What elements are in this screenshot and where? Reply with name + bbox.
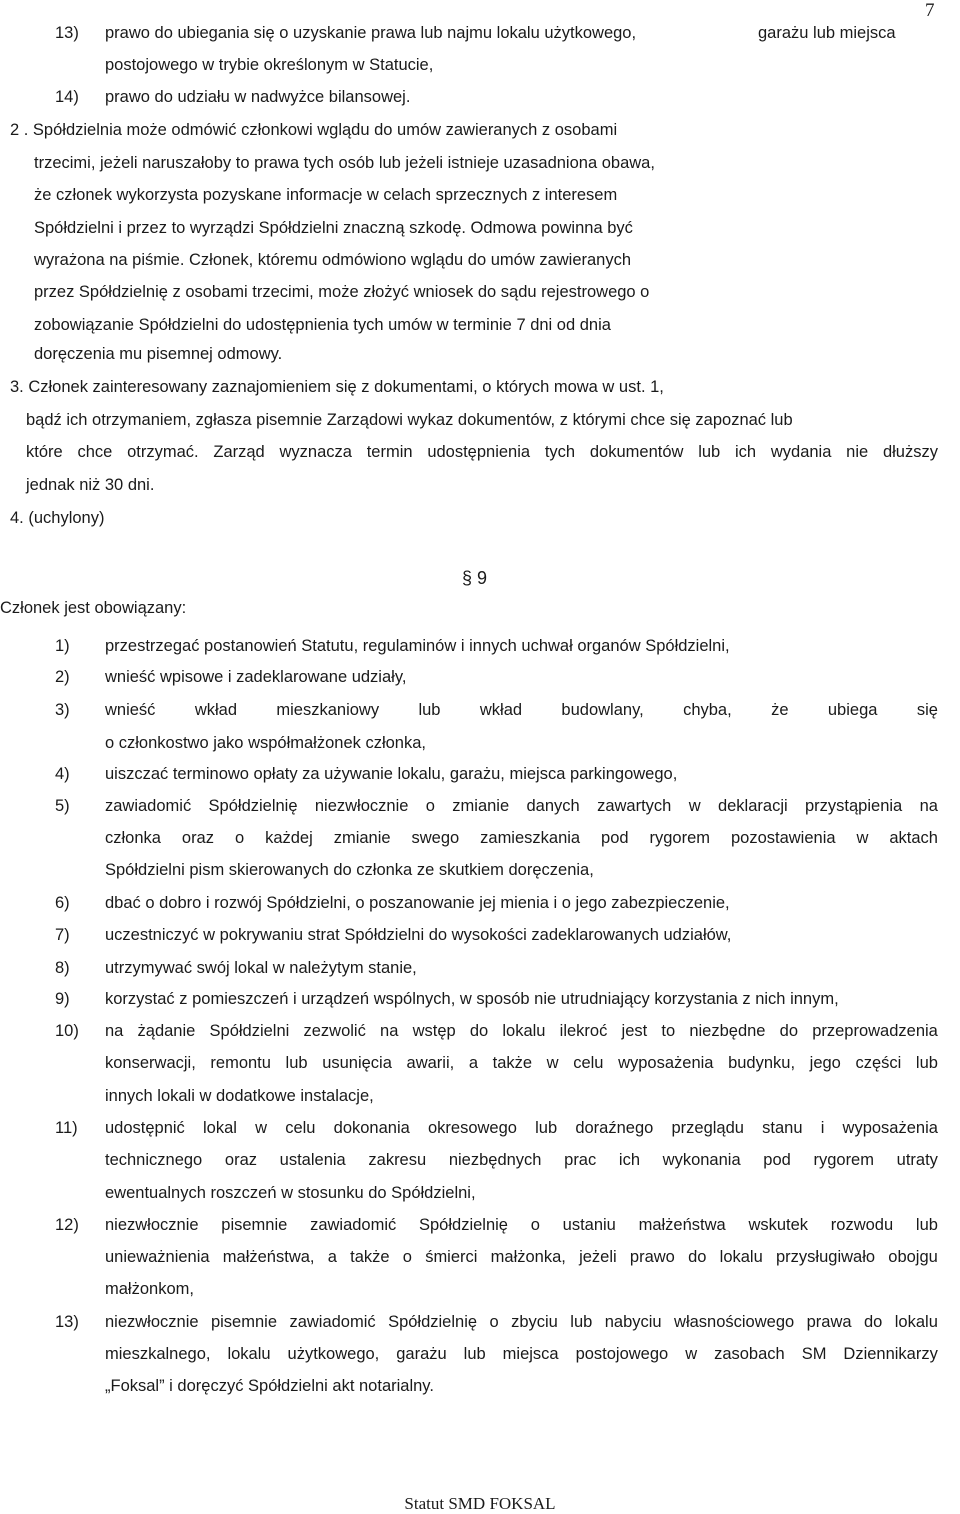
word: zamieszkania bbox=[480, 829, 581, 847]
paragraph-2-line: że członek wykorzysta pozyskane informacje w celach sprzecznych z interesem bbox=[34, 186, 618, 204]
word: jest bbox=[621, 1022, 648, 1040]
word: celu bbox=[573, 1054, 604, 1072]
word: remontu bbox=[210, 1054, 271, 1072]
duty-text: wnieść wpisowe i zadeklarowane udziały, bbox=[105, 668, 407, 686]
list-text: prawo do udziału w nadwyżce bilansowej. bbox=[105, 88, 411, 106]
word: miejsca bbox=[502, 1345, 559, 1363]
list-text: prawo do ubiegania się o uzyskanie prawa lub najmu lokalu użytkowego, bbox=[105, 24, 637, 42]
word: rygorem bbox=[649, 829, 711, 847]
word: mieszkalnego, bbox=[105, 1345, 211, 1363]
duty-text bbox=[105, 1344, 938, 1364]
word: Spółdzielnię bbox=[388, 1313, 478, 1331]
word: awarii, bbox=[406, 1054, 455, 1072]
duty-text bbox=[105, 1215, 938, 1235]
word: lokalu bbox=[894, 1313, 938, 1331]
word: dłuższy bbox=[882, 443, 938, 461]
word: utraty bbox=[896, 1151, 938, 1169]
duty-text: uiszczać terminowo opłaty za używanie lokalu, garażu, miejsca parkingowego, bbox=[105, 765, 678, 783]
word: wkład bbox=[194, 701, 237, 719]
word: Spółdzielni bbox=[209, 1022, 290, 1040]
word: lokalu bbox=[719, 1248, 763, 1266]
word: zawiadomić bbox=[310, 1216, 397, 1234]
word: przeglądu bbox=[671, 1119, 744, 1137]
word: do bbox=[779, 1022, 799, 1040]
duty-text: małżonkom, bbox=[105, 1280, 194, 1298]
word: wykonania bbox=[662, 1151, 741, 1169]
word: zasobach bbox=[714, 1345, 785, 1363]
duty-number: 13) bbox=[55, 1313, 79, 1331]
word: Zarząd bbox=[213, 443, 265, 461]
word: chce bbox=[77, 443, 113, 461]
word: żądanie bbox=[137, 1022, 196, 1040]
duty-number: 8) bbox=[55, 959, 70, 977]
word: ustalenia bbox=[279, 1151, 346, 1169]
duty-number: 11) bbox=[55, 1119, 78, 1137]
word: lokalu bbox=[227, 1345, 271, 1363]
page-footer: Statut SMD FOKSAL bbox=[404, 1494, 556, 1513]
word: pozostawienia bbox=[730, 829, 836, 847]
word: rozwodu bbox=[830, 1216, 894, 1234]
word: na bbox=[105, 1022, 124, 1040]
word: dokumentów bbox=[589, 443, 684, 461]
duty-text: o członkostwo jako współmałżonek członka, bbox=[105, 734, 426, 752]
duty-text bbox=[105, 796, 938, 816]
duty-text: ewentualnych roszczeń w stosunku do Spółdzielni, bbox=[105, 1184, 476, 1202]
word: do bbox=[469, 1022, 489, 1040]
list-number: 13) bbox=[55, 24, 79, 42]
word: budowlany, bbox=[561, 701, 644, 719]
duty-number: 10) bbox=[55, 1022, 79, 1040]
word: oraz bbox=[224, 1151, 258, 1169]
duty-text: „Foksal” i doręczyć Spółdzielni akt notarialny. bbox=[105, 1377, 434, 1395]
duty-number: 5) bbox=[55, 797, 70, 815]
paragraph-3-line: bądź ich otrzymaniem, zgłasza pisemnie Zarządowi wykaz dokumentów, z którymi chce się zapoznać lub bbox=[26, 411, 793, 429]
word: usunięcia bbox=[322, 1054, 392, 1072]
duty-number: 6) bbox=[55, 894, 70, 912]
word: także bbox=[492, 1054, 533, 1072]
paragraph-2-line: wyrażona na piśmie. Członek, któremu odmówiono wglądu do umów zawieranych bbox=[34, 251, 632, 269]
word: SM bbox=[801, 1345, 827, 1363]
word: stanu bbox=[762, 1119, 803, 1137]
word: zawartych bbox=[597, 797, 672, 815]
word: małżonka, bbox=[490, 1248, 566, 1266]
word: niezwłocznie bbox=[105, 1313, 199, 1331]
section-heading: § 9 bbox=[462, 568, 488, 588]
word: o bbox=[402, 1248, 412, 1266]
word: mieszkaniowy bbox=[276, 701, 380, 719]
word: przysługiwało bbox=[776, 1248, 876, 1266]
duty-text bbox=[105, 828, 938, 848]
page-number: 7 bbox=[925, 0, 935, 21]
word: postojowego bbox=[575, 1345, 669, 1363]
word: Spółdzielnię bbox=[208, 797, 298, 815]
word: lub bbox=[285, 1054, 308, 1072]
word: prawa bbox=[806, 1313, 852, 1331]
list-number: 14) bbox=[55, 88, 79, 106]
word: budynku, bbox=[728, 1054, 796, 1072]
word: które bbox=[26, 443, 63, 461]
word: deklaracji bbox=[717, 797, 788, 815]
word: lub bbox=[535, 1119, 558, 1137]
word: a bbox=[327, 1248, 337, 1266]
word: technicznego bbox=[105, 1151, 203, 1169]
duty-text bbox=[105, 1312, 938, 1332]
word: zawiadomić bbox=[289, 1313, 376, 1331]
word: celu bbox=[285, 1119, 316, 1137]
word: w bbox=[685, 1345, 698, 1363]
paragraph-2-line: trzecimi, jeżeli naruszałoby to prawa tych osób lub jeżeli istnieje uzasadniona obawa, bbox=[34, 154, 655, 172]
word: aktach bbox=[889, 829, 938, 847]
word: pisemnie bbox=[221, 1216, 288, 1234]
duty-text bbox=[105, 1118, 938, 1138]
word: zbyciu bbox=[511, 1313, 558, 1331]
word: niezwłocznie bbox=[314, 797, 409, 815]
word: się bbox=[916, 701, 938, 719]
word: rygorem bbox=[813, 1151, 874, 1169]
word: przeprowadzenia bbox=[812, 1022, 938, 1040]
word: zezwolić bbox=[303, 1022, 366, 1040]
word: okresowego bbox=[427, 1119, 517, 1137]
paragraph-4: 4. (uchylony) bbox=[10, 509, 105, 527]
word: małżeństwa bbox=[638, 1216, 726, 1234]
duty-text bbox=[105, 1150, 938, 1170]
paragraph-2-line: doręczenia mu pisemnej odmowy. bbox=[34, 345, 283, 363]
duty-number: 12) bbox=[55, 1216, 79, 1234]
word: także bbox=[350, 1248, 390, 1266]
word: zakresu bbox=[368, 1151, 427, 1169]
word: lokal bbox=[202, 1119, 237, 1137]
word: swego bbox=[411, 829, 460, 847]
word: wskutek bbox=[748, 1216, 809, 1234]
word: doraźnego bbox=[575, 1119, 654, 1137]
word: pisemnie bbox=[210, 1313, 278, 1331]
word: zmianie bbox=[333, 829, 391, 847]
word: pod bbox=[601, 829, 629, 847]
duty-number: 1) bbox=[55, 637, 70, 655]
word: termin bbox=[366, 443, 413, 461]
word: otrzymać. bbox=[127, 443, 199, 461]
word: dokonania bbox=[333, 1119, 410, 1137]
word: udostępnienia bbox=[427, 443, 531, 461]
word: garażu bbox=[396, 1345, 447, 1363]
word: zmianie bbox=[452, 797, 510, 815]
word: i bbox=[820, 1119, 825, 1137]
word: lub bbox=[915, 1216, 938, 1234]
word: udostępnić bbox=[105, 1119, 185, 1137]
word: śmierci bbox=[425, 1248, 478, 1266]
word: na bbox=[380, 1022, 399, 1040]
word: lub bbox=[418, 701, 441, 719]
word: to bbox=[661, 1022, 676, 1040]
word: ubiega bbox=[827, 701, 878, 719]
word: ich bbox=[618, 1151, 640, 1169]
word: ilekroć bbox=[559, 1022, 608, 1040]
paragraph-2-line: zobowiązanie Spółdzielni do udostępnienia tych umów w terminie 7 dni od dnia bbox=[34, 316, 611, 334]
word: o bbox=[425, 797, 435, 815]
word: chyba, bbox=[683, 701, 732, 719]
word: członka bbox=[105, 829, 161, 847]
word: w bbox=[688, 797, 701, 815]
word: do bbox=[688, 1248, 707, 1266]
word: wyznacza bbox=[279, 443, 352, 461]
word: lub bbox=[463, 1345, 486, 1363]
word: wyposażenia bbox=[618, 1054, 714, 1072]
word: obojgu bbox=[888, 1248, 938, 1266]
word: że bbox=[771, 701, 789, 719]
word: oraz bbox=[181, 829, 214, 847]
word: w bbox=[255, 1119, 268, 1137]
duty-text: uczestniczyć w pokrywaniu strat Spółdzielni do wysokości zadeklarowanych udziałów, bbox=[105, 926, 732, 944]
paragraph-2-line: Spółdzielni i przez to wyrządzi Spółdzielni znaczną szkodę. Odmowa powinna być bbox=[34, 219, 633, 237]
word: zawiadomić bbox=[105, 797, 192, 815]
word: danych bbox=[526, 797, 580, 815]
word: lokalu bbox=[502, 1022, 546, 1040]
duty-text: przestrzegać postanowień Statutu, regulaminów i innych uchwał organów Spółdzielni, bbox=[105, 637, 730, 655]
word: Dziennikarzy bbox=[843, 1345, 938, 1363]
word: jeżeli bbox=[579, 1248, 617, 1266]
word: w bbox=[856, 829, 869, 847]
duty-text bbox=[105, 1247, 938, 1267]
word: niezwłocznie bbox=[105, 1216, 199, 1234]
word: każdej bbox=[265, 829, 313, 847]
word: o bbox=[234, 829, 245, 847]
word: nie bbox=[846, 443, 869, 461]
list-text: postojowego w trybie określonym w Statucie, bbox=[105, 56, 434, 74]
word: a bbox=[468, 1054, 478, 1072]
word: wnieść bbox=[105, 701, 156, 719]
word: własnościowego bbox=[674, 1313, 795, 1331]
duty-number: 2) bbox=[55, 668, 70, 686]
word: lub bbox=[915, 1054, 938, 1072]
word: ich bbox=[735, 443, 757, 461]
word: o bbox=[489, 1313, 499, 1331]
word: tych bbox=[544, 443, 576, 461]
paragraph-2-line: przez Spółdzielnię z osobami trzecimi, może złożyć wniosek do sądu rejestrowego o bbox=[34, 283, 650, 301]
word: w bbox=[546, 1054, 559, 1072]
word: użytkowego, bbox=[287, 1345, 380, 1363]
paragraph-3-line bbox=[26, 442, 938, 462]
duty-text: Spółdzielni pism skierowanych do członka ze skutkiem doręczenia, bbox=[105, 861, 594, 879]
word: części bbox=[855, 1054, 902, 1072]
duty-text: dbać o dobro i rozwój Spółdzielni, o poszanowanie jej mienia i o jego zabezpieczenie, bbox=[105, 894, 730, 912]
duty-text bbox=[105, 1053, 938, 1073]
word: prac bbox=[564, 1151, 597, 1169]
duty-text: utrzymywać swój lokal w należytym stanie, bbox=[105, 959, 417, 977]
paragraph-3-line: 3. Członek zainteresowany zaznajomieniem się z dokumentami, o których mowa w ust. 1, bbox=[10, 378, 664, 396]
paragraph-2-line: 2 . Spółdzielnia może odmówić członkowi wglądu do umów zawieranych z osobami bbox=[10, 121, 618, 139]
word: jego bbox=[809, 1054, 841, 1072]
word: prawo bbox=[629, 1248, 675, 1266]
word: o bbox=[530, 1216, 540, 1234]
duty-text: korzystać z pomieszczeń i urządzeń wspólnych, w sposób nie utrudniający korzystania z nich innym, bbox=[105, 990, 839, 1008]
word: wstęp bbox=[412, 1022, 456, 1040]
word: wkład bbox=[479, 701, 523, 719]
word: pod bbox=[763, 1151, 791, 1169]
word: na bbox=[919, 797, 938, 815]
word: wyposażenia bbox=[842, 1119, 938, 1137]
word: niezbędnych bbox=[448, 1151, 542, 1169]
word: ustaniu bbox=[562, 1216, 616, 1234]
word: nabyciu bbox=[604, 1313, 662, 1331]
word: konserwacji, bbox=[105, 1054, 196, 1072]
word: Spółdzielnię bbox=[419, 1216, 508, 1234]
word: przystąpienia bbox=[805, 797, 903, 815]
duty-number: 7) bbox=[55, 926, 70, 944]
word: niezbędne bbox=[689, 1022, 766, 1040]
obligations-intro: Członek jest obowiązany: bbox=[0, 599, 187, 617]
duty-text: innych lokali w dodatkowe instalacje, bbox=[105, 1087, 374, 1105]
word: małżeństwa, bbox=[222, 1248, 315, 1266]
word: unieważnienia bbox=[105, 1248, 210, 1266]
word: do bbox=[863, 1313, 883, 1331]
word: wydania bbox=[770, 443, 832, 461]
duty-number: 3) bbox=[55, 701, 70, 719]
word: lub bbox=[570, 1313, 593, 1331]
paragraph-3-line: jednak niż 30 dni. bbox=[26, 476, 155, 494]
duty-number: 4) bbox=[55, 765, 70, 783]
duty-number: 9) bbox=[55, 990, 70, 1008]
duty-text bbox=[105, 700, 938, 720]
word: lub bbox=[698, 443, 721, 461]
duty-text bbox=[105, 1021, 938, 1041]
list-text: garażu lub miejsca bbox=[758, 24, 896, 42]
